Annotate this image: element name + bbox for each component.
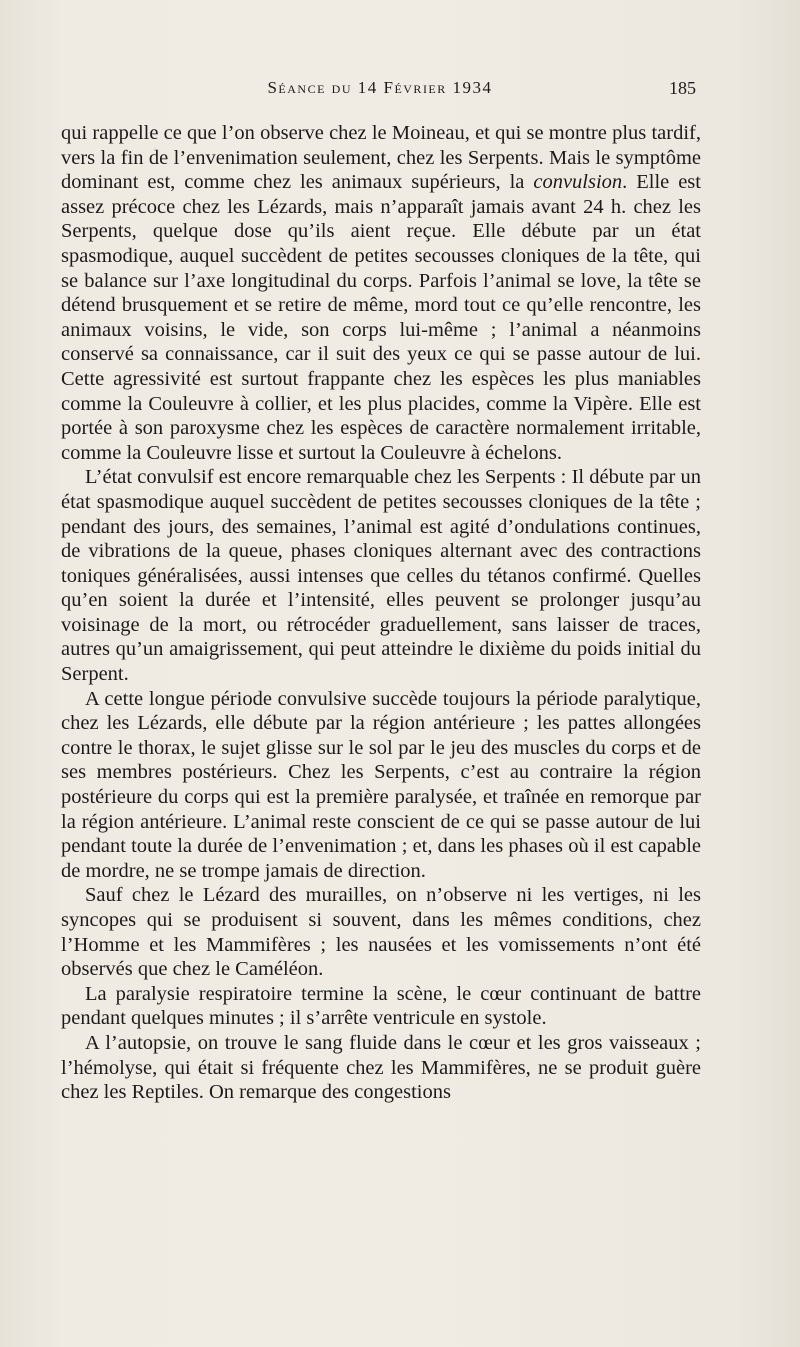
paragraph-6: A l’autopsie, on trouve le sang fluide dans le cœur et les gros vaisseaux ; l’hémolyse, qui était si fréquente chez les Mammifères, ne se produit guère chez les Reptiles. On remarque des congestions	[61, 1031, 701, 1104]
paragraph-2: L’état convulsif est encore remarquable chez les Serpents : Il débute par un état spasmodique auquel succèdent de petites secousses cloniques de la tête ; pendant des jours, des semaines, l’animal est agité d’ondulations continues, de vibrations de la queue, phases cloniques alternant avec des contractions toniques généralisées, aussi intenses que celles du tétanos confirmé. Quelles qu’en soient la durée et l’intensité, elles peuvent se prolonger jusqu’au voisinage de la mort, ou rétrocéder graduellement, sans laisser de traces, autres qu’un amaigrissement, qui peut atteindre le dixième du poids initial du Serpent.	[61, 466, 701, 686]
paragraph-1-after-text: . Elle est assez précoce chez les Lézards, mais n’apparaît jamais avant 24 h. chez les Serpents, quelque dose qu’ils aient reçue. Elle débute par un état spasmodique, auquel succèdent de petites secousses cloniques de la tête, qui se balance sur l’axe longitudinal du corps. Parfois l’animal se love, la tête se détend brusquement et se retire de même, mord tout ce qu’elle rencontre, les animaux voisins, le vide, son corps lui-même ; l’animal a néanmoins conservé sa connaissance, car il suit des yeux ce qui se passe autour de lui. Cette agressivité est surtout frappante chez les espèces les plus maniables comme la Couleuvre à collier, et les plus placides, comme la Vipère. Elle est portée à son paroxysme chez les espèces de caractère normalement irritable, comme la Couleuvre lisse et surtout la Couleuvre à échelons.	[61, 171, 701, 464]
running-title: Séance du 14 Février 1934	[267, 78, 493, 97]
page-number: 185	[669, 78, 696, 98]
paragraph-1	[61, 121, 701, 465]
page-header	[60, 78, 700, 102]
italic-term-convulsion: convulsion	[533, 171, 623, 194]
paragraph-5: La paralysie respiratoire termine la scène, le cœur continuant de battre pendant quelques minutes ; il s’arrête ventricule en systole.	[61, 982, 701, 1030]
paragraph-4: Sauf chez le Lézard des murailles, on n’observe ni les vertiges, ni les syncopes qui se produisent si souvent, dans les mêmes conditions, chez l’Homme et les Mammifères ; les nausées et les vomissements n’ont été observés que chez le Caméléon.	[61, 884, 701, 981]
paragraph-3: A cette longue période convulsive succède toujours la période paralytique, chez les Lézards, elle débute par la région antérieure ; les pattes allongées contre le thorax, le sujet glisse sur le sol par le jeu des muscles du corps et de ses membres postérieurs. Chez les Serpents, c’est au contraire la région postérieure du corps qui est la première paralysée, et traînée en remorque par la région antérieure. L’animal reste conscient de ce qui se passe autour de lui pendant toute la durée de l’envenimation ; et, dans les phases où il est capable de mordre, ne se trompe jamais de direction.	[61, 687, 701, 882]
body-text	[61, 121, 701, 1105]
paragraph-1-before-text: qui rappelle ce que l’on observe chez le Moineau, et qui se montre plus tardif, vers la fin de l’envenimation seulement, chez les Serpents. Mais le symptôme dominant est, comme chez les animaux supérieurs, la	[61, 122, 701, 194]
